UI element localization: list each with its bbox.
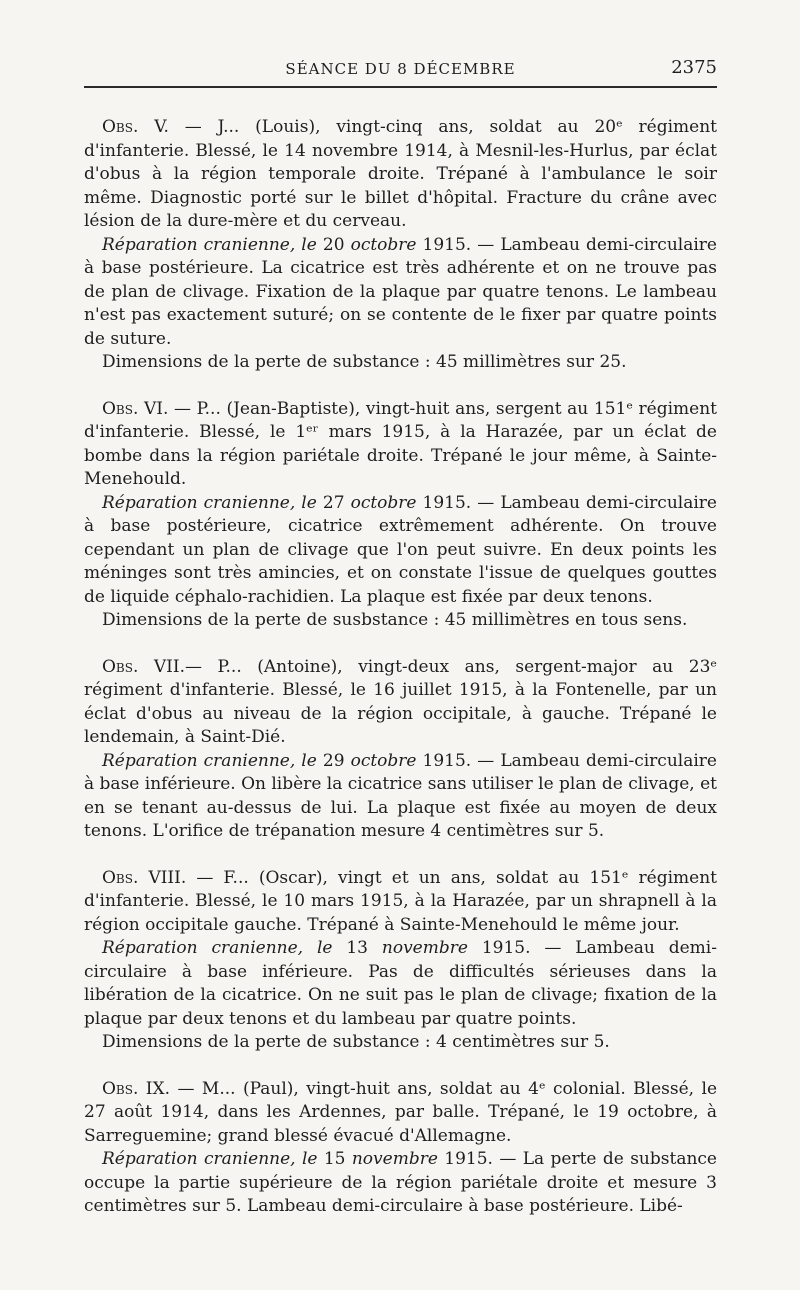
obs-5-reparation — [84, 234, 717, 352]
obs-9-rep-text: 1915. — La perte de substance occupe la partie supérieure de la région pariétale droite et mesure 3 centimètres sur 5. Lambeau demi-circulaire à base postérieure. Libé- — [84, 1149, 717, 1216]
obs-5-rep-date: 20 — [316, 234, 351, 255]
obs-7-reparation — [84, 750, 717, 844]
obs-7-text: — P... (Antoine), vingt-deux ans, sergent-major au 23ᵉ régiment d'infanterie. Blessé, le 16 juillet 1915, à la Fontenelle, par un éclat d'obus au niveau de la région occipitale, à gauche. Trépané le lendemain, à Saint-Dié. — [84, 656, 717, 747]
obs-9-rep-date: 15 — [317, 1149, 352, 1169]
obs-6-text: — P... (Jean-Baptiste), vingt-huit ans, sergent au 151ᵉ régiment d'infanterie. Blessé, le 1ᵉʳ mars 1915, à la Harazée, par un éclat de bombe dans la région pariétale droite. Trépané le jour même, à Sainte-Menehould. — [84, 398, 717, 489]
obs-5-rep-label: Réparation cranienne, le — [102, 234, 317, 255]
obs-8-label: Obs. VIII. — [102, 867, 187, 888]
obs-6-rep-month: octobre — [350, 492, 417, 513]
obs-5-dimensions: Dimensions de la perte de substance : 45 millimètres sur 25. — [102, 352, 627, 372]
page-number: 2375 — [671, 57, 717, 78]
page-header — [84, 56, 717, 88]
obs-9-paragraph — [84, 1078, 717, 1149]
obs-9-rep-month: novembre — [351, 1149, 438, 1169]
obs-8-paragraph — [84, 867, 717, 938]
obs-7-rep-month: octobre — [350, 750, 417, 771]
obs-5-label: Obs. V. — [102, 117, 169, 137]
obs-6-reparation — [84, 492, 717, 610]
obs-5-rep-month: octobre — [350, 234, 417, 255]
running-head: SÉANCE DU 8 DÉCEMBRE — [285, 60, 516, 78]
obs-7-rep-date: 29 — [316, 750, 351, 771]
obs-6-paragraph — [84, 398, 717, 492]
obs-9-rep-label: Réparation cranienne, le — [102, 1149, 318, 1169]
obs-5-rep-text: 1915. — Lambeau demi-circulaire à base postérieure. La cicatrice est très adhérente et on ne trouve pas de plan de clivage. Fixation de la plaque par quatre tenons. Le lambeau n'est pas exactement suturé; on se contente de le fixer par quatre points de suture. — [84, 234, 717, 349]
obs-8-rep-date: 13 — [332, 938, 382, 958]
obs-6-rep-date: 27 — [316, 492, 351, 513]
obs-6-dimensions: Dimensions de la perte de susbstance : 45 millimètres en tous sens. — [102, 610, 688, 630]
obs-9-label: Obs. IX. — [102, 1078, 171, 1099]
obs-5-paragraph — [84, 116, 717, 234]
obs-8-rep-text: 1915. — Lambeau demi-circulaire à base inférieure. Pas de difficultés sérieuses dans la libération de la cicatrice. On ne suit pas le plan de clivage; fixation de la plaque par deux tenons et du lambeau par quatre points. — [84, 938, 717, 1029]
obs-8-rep-month: novembre — [381, 938, 468, 958]
obs-6-rep-text: 1915. — Lambeau demi-circulaire à base postérieure, cicatrice extrêmement adhérente. On trouve cependant un plan de clivage que l'on peut suivre. En deux points les méninges sont très amincies, et on constate l'issue de quelques gouttes de liquide céphalo-rachidien. La plaque est fixée par deux tenons. — [84, 492, 717, 607]
obs-5-text: — J... (Louis), vingt-cinq ans, soldat au 20ᵉ régiment d'infanterie. Blessé, le 14 novembre 1914, à Mesnil-les-Hurlus, par éclat d'obus à la région temporale droite. Trépané à l'ambulance le soir même. Diagnostic porté sur le billet d'hôpital. Fracture du crâne avec lésion de la dure-mère et du cerveau. — [84, 117, 717, 231]
obs-7-rep-label: Réparation cranienne, le — [102, 750, 317, 771]
body-text — [84, 116, 717, 1219]
obs-7-label: Obs. VII. — [102, 656, 186, 677]
obs-6-rep-label: Réparation cranienne, le — [102, 492, 317, 513]
obs-8-text: — F... (Oscar), vingt et un ans, soldat au 151ᵉ régiment d'infanterie. Blessé, le 10 mars 1915, à la Harazée, par un shrapnell à la région occipitale gauche. Trépané à Sainte-Menehould le même jour. — [84, 867, 717, 935]
obs-8-rep-label: Réparation cranienne, le — [102, 938, 333, 958]
obs-6-label: Obs. VI. — [102, 398, 169, 419]
obs-7-rep-text: 1915. — Lambeau demi-circulaire à base inférieure. On libère la cicatrice sans utiliser le plan de clivage, et en se tenant au-dessus de lui. La plaque est fixée au moyen de deux tenons. L'orifice de trépanation mesure 4 centimètres sur 5. — [84, 750, 717, 841]
obs-9-reparation — [84, 1148, 717, 1219]
obs-9-text: — M... (Paul), vingt-huit ans, soldat au 4ᵉ colonial. Blessé, le 27 août 1914, dans les Ardennes, par balle. Trépané, le 19 octobre, à Sarreguemine; grand blessé évacué d'Allemagne. — [84, 1078, 718, 1146]
obs-8-dimensions: Dimensions de la perte de substance : 4 centimètres sur 5. — [102, 1032, 610, 1052]
obs-8-reparation — [84, 937, 717, 1031]
obs-7-paragraph — [84, 656, 717, 750]
